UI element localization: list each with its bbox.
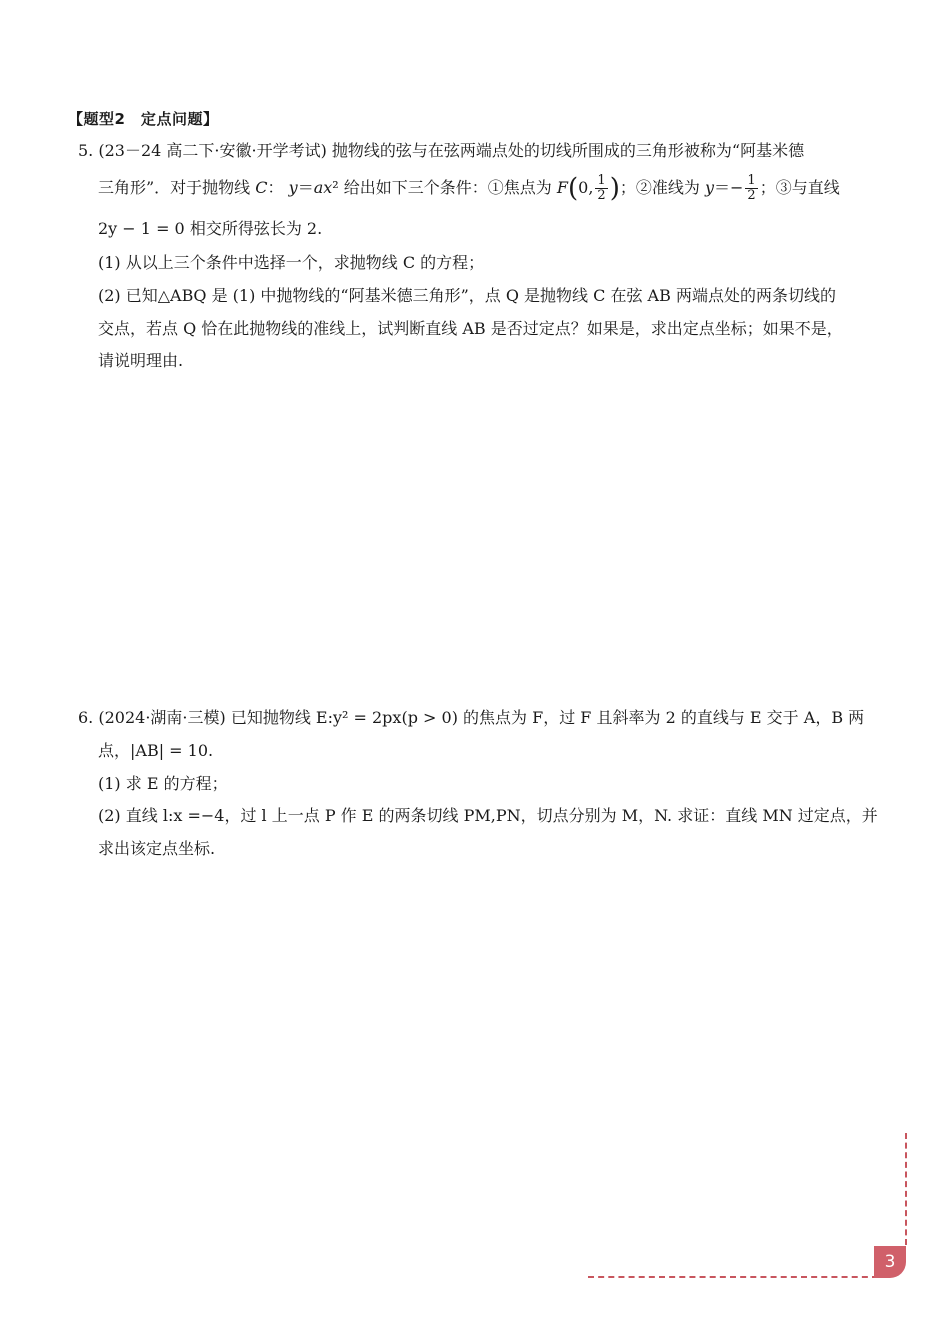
q6-line-3: (1) 求 E 的方程；: [98, 774, 228, 793]
page-number-badge: 3: [874, 1246, 906, 1278]
q5-text: 三角形”．对于抛物线: [98, 178, 251, 197]
q5-var: F: [556, 178, 568, 197]
fraction-one-half: $\frac{1}{2}$: [747, 173, 756, 203]
q5-text: ；③与直线: [759, 178, 840, 197]
q5-text: ；②准线为: [619, 178, 700, 197]
q5-line-1: 5. (23－24 高二下·安徽·开学考试) 抛物线的弦与在弦两端点处的切线所围成的三角形被称为“阿基米德: [78, 141, 805, 160]
q6-line-4: (2) 直线 l:x =−4，过 l 上一点 P 作 E 的两条切线 PM,PN，切点分别为 M，N. 求证：直线 MN 过定点，并: [98, 806, 878, 825]
q6-line-2: 点，|AB| = 10.: [98, 741, 214, 760]
q5-var: y: [704, 178, 714, 197]
q5-line-4: (1) 从以上三个条件中选择一个，求抛物线 C 的方程；: [98, 253, 485, 272]
decorative-dashed-line-horizontal: [588, 1276, 878, 1278]
fraction-one-half: $\frac{1}{2}$: [597, 173, 606, 203]
q5-var: ax: [313, 178, 333, 197]
q5-var: y: [288, 178, 298, 197]
section-title: 【题型2 定点问题】: [68, 110, 219, 128]
decorative-dashed-line-vertical: [905, 1133, 907, 1245]
q5-text: ：: [267, 178, 284, 197]
q5-line-2: 三角形”．对于抛物线 C： y＝ax² 给出如下三个条件：①焦点为 F(0, $\frac{1}{2}$ )；②准线为 y＝− $\frac{1}{2}$ ；③与直线: [98, 173, 840, 204]
q6-line-1: 6. (2024·湖南·三模) 已知抛物线 E:y² = 2px(p > 0) 的焦点为 F，过 F 且斜率为 2 的直线与 E 交于 A，B 两: [78, 708, 865, 727]
q5-line-3: 2y − 1 = 0 相交所得弦长为 2.: [98, 219, 323, 238]
q5-line-7: 请说明理由.: [98, 351, 184, 370]
q5-text: 0,: [578, 178, 594, 197]
q5-var: C: [255, 178, 268, 197]
q5-text: ² 给出如下三个条件：①焦点为: [332, 178, 552, 197]
q5-text: ＝−: [714, 178, 744, 197]
q5-line-5: (2) 已知△ABQ 是 (1) 中抛物线的“阿基米德三角形”，点 Q 是抛物线 C 在弦 AB 两端点处的两条切线的: [98, 286, 836, 305]
q5-text: ＝: [297, 178, 314, 197]
q6-line-5: 求出该定点坐标.: [98, 839, 216, 858]
q5-line-6: 交点，若点 Q 恰在此抛物线的准线上，试判断直线 AB 是否过定点？如果是，求出定点坐标；如果不是，: [98, 319, 843, 338]
